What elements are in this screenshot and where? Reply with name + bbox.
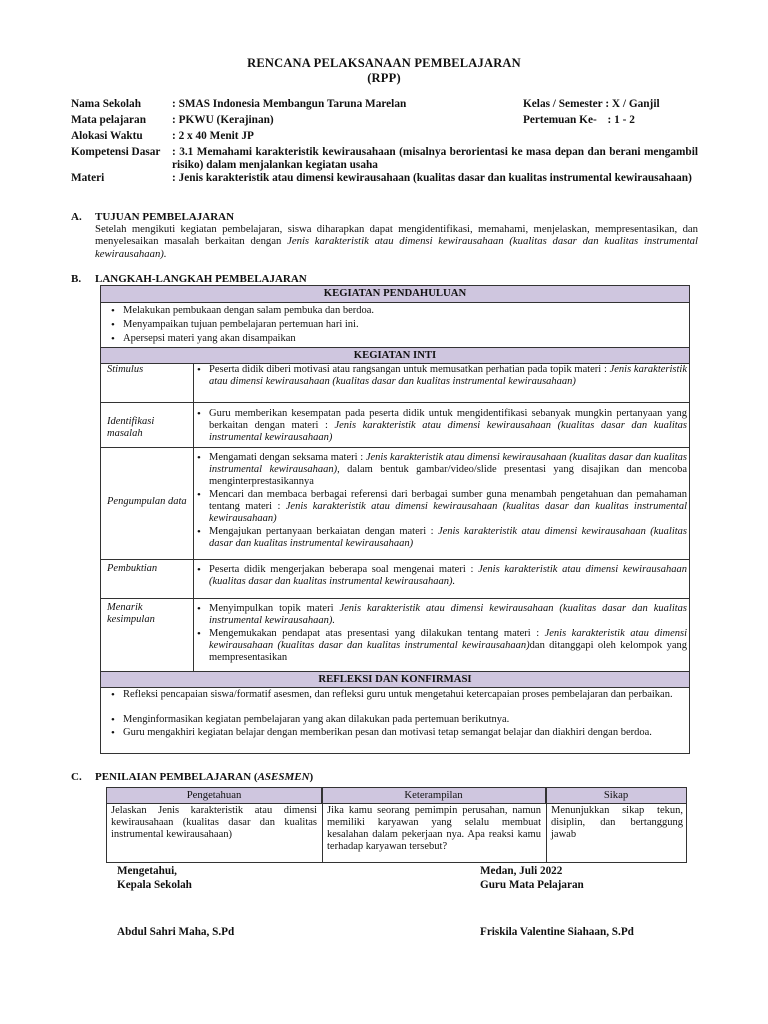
row-divider [101, 447, 689, 448]
class-value: : X / Ganjil [605, 98, 660, 110]
pendahuluan-item: • Apersepsi materi yang akan disampaikan [123, 333, 683, 345]
identifikasi-item: • Guru memberikan kesempatan pada peserta didik untuk mengidentifikasi sebanyak mungkin pertanyaan yang berkaitan dengan materi : Jenis karakteristik atau dimensi kewirausahaan (kualitas dasar dan kualitas instrumental kewirausahaan) [209, 408, 687, 444]
info-meeting [523, 114, 703, 128]
sig-right-line1: Medan, Juli 2022 [480, 865, 563, 877]
sig-left-line2: Kepala Sekolah [117, 879, 192, 891]
sig-left-name: Abdul Sahri Maha, S.Pd [117, 926, 235, 938]
doc-subtitle: (RPP) [367, 71, 401, 85]
meeting-label: Pertemuan Ke- [523, 114, 597, 126]
meeting-value: : 1 - 2 [607, 114, 635, 126]
asesmen-header-pengetahuan: Pengetahuan [107, 788, 322, 804]
class-label: Kelas / Semester [523, 98, 603, 110]
pengumpulan-item: • Mencari dan membaca berbagai referensi dari berbagai sumber guna menambah pengetahuan dan pemahaman tentang materi : Jenis karakteristik atau dimensi kewirausahaan (kualitas dasar dan kualitas instrumental kewirausahaan) [209, 489, 687, 525]
stage-identifikasi: Identifikasi masalah [107, 416, 155, 440]
materi-value: : Jenis karakteristik atau dimensi kewirausahaan (kualitas dasar dan kualitas instrumental kewirausahaan) [172, 172, 692, 184]
stage-menarik: Menarik kesimpulan [107, 602, 155, 626]
row-divider [101, 402, 689, 403]
time-value: : 2 x 40 Menit JP [172, 130, 254, 142]
refleksi-item: • Menginformasikan kegiatan pembelajaran yang akan dilakukan pada pertemuan berikutnya. [123, 714, 685, 726]
info-materi [71, 172, 698, 200]
asesmen-header-sikap: Sikap [546, 788, 686, 804]
school-label: Nama Sekolah [71, 98, 141, 110]
stimulus-item: • Peserta didik diberi motivasi atau rangsangan untuk memusatkan perhatian pada topik materi : Jenis karakteristik atau dimensi kewirausahaan (kualitas dasar dan kualitas instrumental kewirausahaan) [209, 364, 687, 388]
time-label: Alokasi Waktu [71, 130, 143, 142]
menarik-item: • Menyimpulkan topik materi Jenis karakteristik atau dimensi kewirausahaan (kualitas dasar dan kualitas instrumental kewirausahaan). [209, 603, 687, 627]
row-divider [101, 598, 689, 599]
subject-value: : PKWU (Kerajinan) [172, 114, 274, 126]
pendahuluan-item: • Menyampaikan tujuan pembelajaran pertemuan hari ini. [123, 319, 683, 331]
info-school [71, 98, 411, 112]
info-kd [71, 146, 698, 174]
pendahuluan-header: KEGIATAN PENDAHULUAN [101, 286, 689, 303]
school-value: : SMAS Indonesia Membangun Taruna Marelan [172, 98, 407, 110]
refleksi-item: • Guru mengakhiri kegiatan belajar dengan memberikan pesan dan motivasi tetap semangat belajar dan diakhiri dengan berdoa. [123, 727, 685, 739]
tujuan-paragraph: Setelah mengikuti kegiatan pembelajaran, siswa diharapkan dapat mengidentifikasi, memahami, menjelaskan, mempresentasikan, dan menyelesaikan masalah berkaitan dengan Jenis karakteristik atau dimensi kewirausahaan (kualitas dasar dan kualitas instrumental kewirausahaan). [95, 223, 698, 260]
asesmen-divider [546, 788, 547, 862]
inti-header: KEGIATAN INTI [101, 347, 689, 364]
stage-stimulus: Stimulus [107, 364, 144, 375]
pengumpulan-item: • Mengamati dengan seksama materi : Jenis karakteristik atau dimensi kewirausahaan (kualitas dasar dan kualitas instrumental kewirausahaan), dalam bentuk gambar/video/slide presentasi yang disajikan dan mencoba menginterprestasikannya [209, 452, 687, 488]
stage-pembuktian: Pembuktian [107, 563, 158, 574]
row-divider [101, 559, 689, 560]
pengumpulan-item: • Mengajukan pertanyaan berkaiatan dengan materi : Jenis karakteristik atau dimensi kewirausahaan (kualitas dasar dan kualitas instrumental kewirausahaan) [209, 526, 687, 550]
asesmen-cell-sikap: Menunjukkan sikap tekun, disiplin, dan bertanggung jawab [551, 805, 683, 840]
doc-title: RENCANA PELAKSANAAN PEMBELAJARAN [247, 56, 521, 70]
langkah-table [100, 285, 690, 754]
sig-right-name: Friskila Valentine Siahaan, S.Pd [480, 926, 634, 938]
menarik-item: • Mengemukakan pendapat atas presentasi yang dilakukan tentang materi : Jenis karakteristik atau dimensi kewirausahaan (kualitas dasar dan kualitas instrumental kewirausahaan)dan ditanggapi oleh kelompok yang mempresentasikan [209, 628, 687, 664]
section-b-heading: B. LANGKAH-LANGKAH PEMBELAJARAN [71, 273, 307, 285]
section-a-heading: A. TUJUAN PEMBELAJARAN [71, 211, 235, 223]
refleksi-item: • Refleksi pencapaian siswa/formatif asesmen, dan refleksi guru untuk mengetahui ketercapaian proses pembelajaran dan perbaikan. [123, 689, 685, 701]
section-c-heading: C. PENILAIAN PEMBELAJARAN (ASESMEN) [71, 771, 314, 783]
inti-column-divider [193, 363, 194, 672]
asesmen-cell-pengetahuan: Jelaskan Jenis karakteristik atau dimensi kewirausahaan (kualitas dasar dan kualitas instrumental kewirausahaan) [111, 805, 317, 840]
info-time [71, 130, 411, 144]
pendahuluan-item: • Melakukan pembukaan dengan salam pembuka dan berdoa. [123, 305, 683, 317]
materi-label: Materi [71, 172, 105, 184]
info-subject [71, 114, 411, 128]
subject-label: Mata pelajaran [71, 114, 146, 126]
sig-left-line1: Mengetahui, [117, 865, 177, 877]
pembuktian-item: • Peserta didik mengerjakan beberapa soal mengenai materi : Jenis karakteristik atau dimensi kewirausahaan (kualitas dasar dan kualitas instrumental kewirausahaan). [209, 564, 687, 588]
asesmen-divider [322, 788, 323, 862]
info-class [523, 98, 703, 112]
stage-pengumpulan: Pengumpulan data [107, 496, 187, 507]
asesmen-header-keterampilan: Keterampilan [322, 788, 546, 804]
kd-value: : 3.1 Memahami karakteristik kewirausahaan (misalnya berorientasi ke masa depan dan berani mengambil risiko) dalam menjalankan kegiatan usaha [172, 146, 698, 171]
refleksi-header: REFLEKSI DAN KONFIRMASI [101, 671, 689, 688]
sig-right-line2: Guru Mata Pelajaran [480, 879, 584, 891]
kd-label: Kompetensi Dasar [71, 146, 161, 158]
asesmen-table [106, 787, 687, 863]
asesmen-cell-keterampilan: Jika kamu seorang pemimpin perusahan, namun memiliki karyawan yang selalu membuat kesalahan dalam pekerjaan nya. Apa reaksi kamu terhadap karyawan tersebut? [327, 805, 541, 852]
